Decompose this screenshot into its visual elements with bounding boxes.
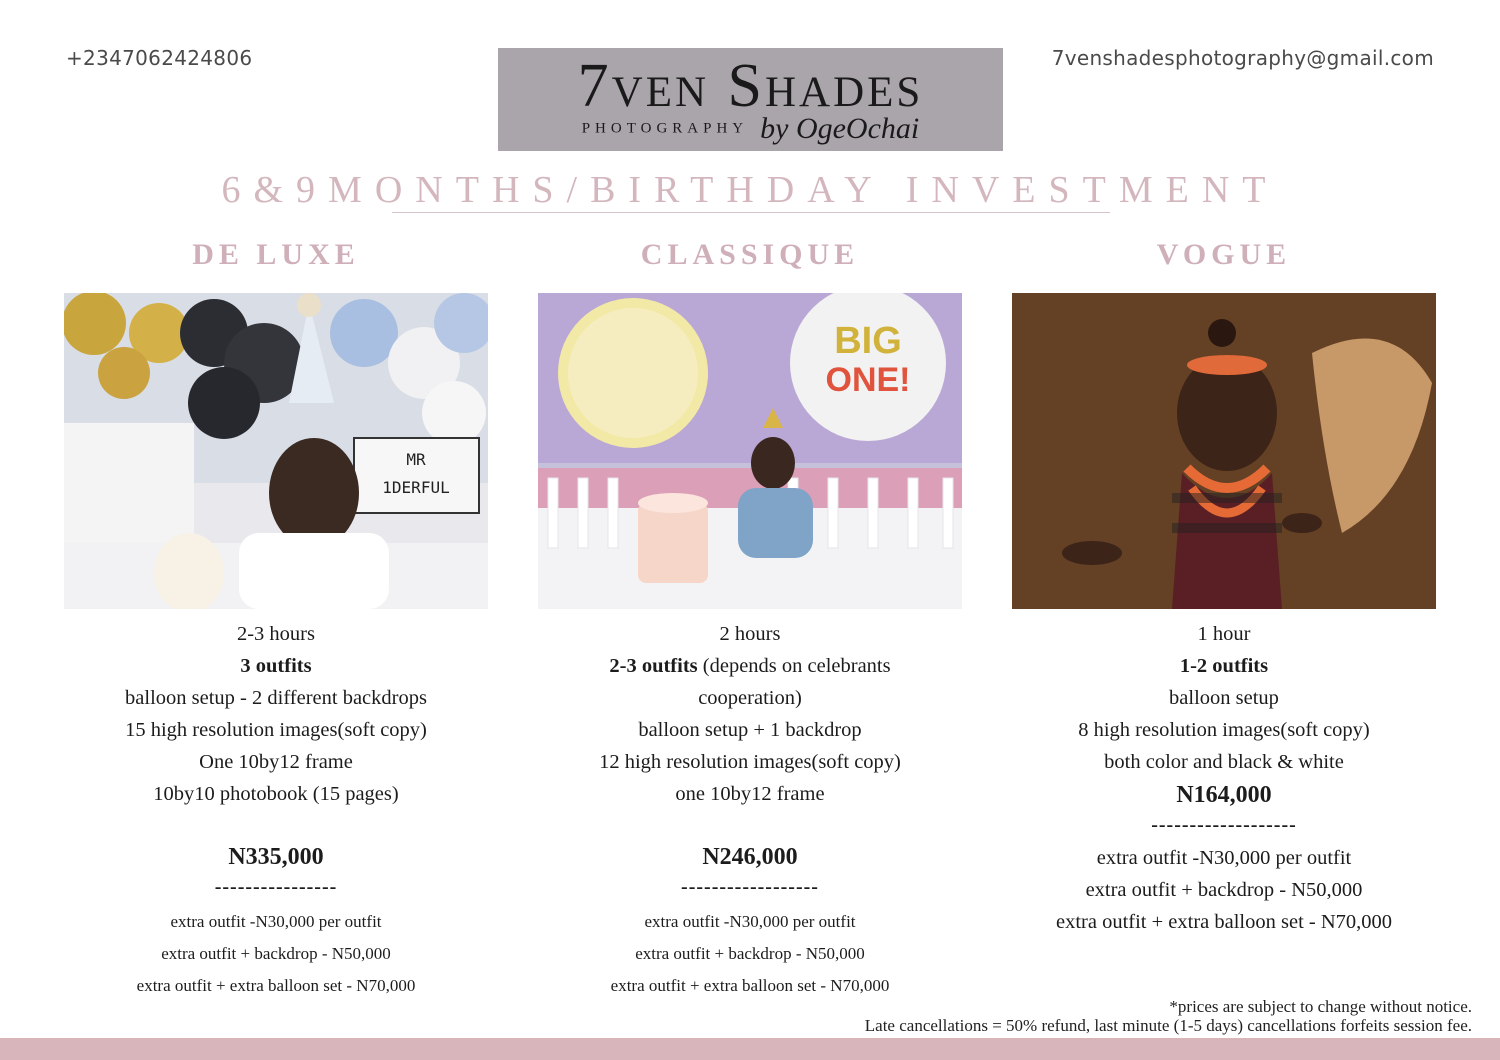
extra-option: extra outfit + extra balloon set - N70,000: [136, 976, 416, 995]
logo-subtitle: PHOTOGRAPHY: [581, 120, 749, 137]
outfit-note: (depends on celebrants: [697, 655, 891, 677]
headline-underline: [392, 212, 1110, 213]
traditional-attire-photo: [1012, 293, 1436, 609]
session-duration: 2-3 hours: [236, 623, 315, 645]
outfit-count: 1-2 outfits: [1179, 655, 1269, 677]
brand-logo: [498, 48, 1003, 151]
package-feature: 10by10 photobook (15 pages): [153, 783, 399, 805]
bottom-accent-bar: [0, 1038, 1500, 1060]
package-feature: One 10by12 frame: [199, 751, 353, 773]
extra-option: extra outfit + extra balloon set - N70,000: [1055, 911, 1393, 933]
price-divider: ----------------: [214, 876, 338, 898]
package-feature: 12 high resolution images(soft copy): [599, 751, 901, 773]
price-divider: ------------------: [681, 876, 819, 898]
extra-option: extra outfit + backdrop - N50,000: [635, 944, 865, 963]
package-feature: balloon setup - 2 different backdrops: [125, 687, 427, 709]
price-notice: *prices are subject to change without notice.: [1169, 997, 1472, 1016]
package-feature: 15 high resolution images(soft copy): [125, 719, 427, 741]
svg-text:BIG: BIG: [834, 320, 902, 362]
package-title: DE LUXE: [192, 238, 360, 271]
outfit-count: 3 outfits: [240, 655, 312, 677]
price-divider: -------------------: [1151, 814, 1297, 836]
logo-title: 7ven Shades: [577, 52, 924, 120]
package-feature: balloon setup + 1 backdrop: [638, 719, 862, 741]
extra-option: extra outfit + backdrop - N50,000: [161, 944, 391, 963]
package-classique: [538, 238, 962, 995]
svg-text:1DERFUL: 1DERFUL: [382, 478, 450, 497]
logo-signature: by OgeOchai: [760, 112, 920, 145]
package-title: VOGUE: [1156, 238, 1292, 271]
session-duration: 2 hours: [719, 623, 781, 645]
extra-option: extra outfit + backdrop - N50,000: [1085, 879, 1363, 901]
phone-number: +2347062424806: [66, 46, 253, 70]
extra-option: extra outfit -N30,000 per outfit: [644, 912, 856, 931]
package-price: N164,000: [1176, 782, 1272, 808]
svg-text:ONE!: ONE!: [825, 361, 911, 399]
package-feature: both color and black & white: [1104, 751, 1344, 773]
extra-option: extra outfit -N30,000 per outfit: [170, 912, 382, 931]
email-address: 7venshadesphotography@gmail.com: [1051, 46, 1434, 70]
package-feature: 8 high resolution images(soft copy): [1078, 719, 1370, 741]
package-feature: one 10by12 frame: [675, 783, 825, 805]
outfit-note-cont: cooperation): [698, 687, 802, 709]
extra-option: extra outfit + extra balloon set - N70,000: [610, 976, 890, 995]
package-price: N246,000: [702, 844, 798, 870]
extra-option: extra outfit -N30,000 per outfit: [1096, 847, 1352, 869]
cancellation-policy: Late cancellations = 50% refund, last minute (1-5 days) cancellations forfeits session fee.: [864, 1016, 1472, 1035]
package-vogue: [1012, 238, 1436, 933]
session-duration: 1 hour: [1197, 623, 1251, 645]
package-price: N335,000: [228, 844, 324, 870]
package-deluxe: [64, 238, 488, 995]
balloon-setup-photo: [64, 293, 488, 609]
svg-text:MR: MR: [406, 450, 426, 469]
page-headline: 6&9MONTHS/BIRTHDAY INVESTMENT: [221, 169, 1279, 211]
package-feature: balloon setup: [1169, 687, 1279, 709]
outfit-count: 2-3 outfits: [609, 655, 698, 677]
package-title: CLASSIQUE: [640, 238, 860, 271]
cake-smash-photo: [538, 293, 962, 609]
